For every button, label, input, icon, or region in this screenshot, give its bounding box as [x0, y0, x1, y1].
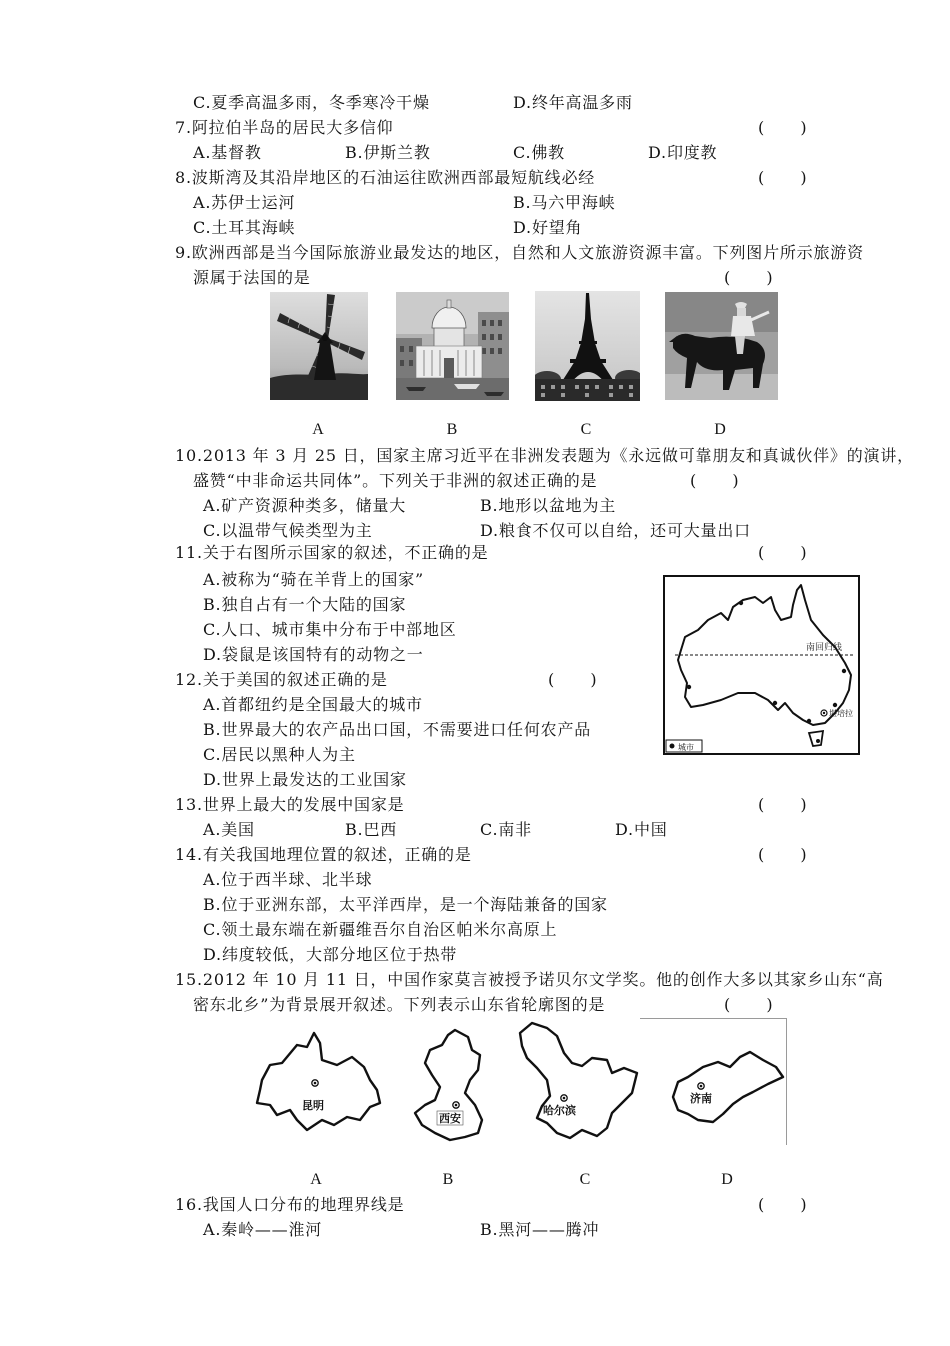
q13-answer-bracket: ( ) — [758, 795, 808, 814]
q14-option-b: B.位于亚洲东部，太平洋西岸，是一个海陆兼备的国家 — [203, 895, 608, 914]
q11-answer-bracket: ( ) — [758, 543, 808, 562]
q13-option-a: A.美国 — [203, 820, 255, 839]
q15-map-label-a: A — [310, 1171, 322, 1188]
q11-stem: 11.关于右图所示国家的叙述，不正确的是 — [175, 543, 489, 562]
q10-option-a: A.矿产资源种类多，储量大 — [203, 496, 407, 515]
q12-answer-bracket: ( ) — [548, 670, 598, 689]
q16-option-a: A.秦岭——淮河 — [203, 1220, 323, 1239]
q15-stem-line-1: 15.2012 年 10 月 11 日，中国作家莫言被授予诺贝尔文学奖。他的创作大多以其家乡山东“高 — [175, 970, 884, 989]
q6-option-c: C.夏季高温多雨，冬季寒冷干燥 — [193, 93, 430, 112]
windmill-photo — [270, 292, 368, 400]
q16-stem: 16.我国人口分布的地理界线是 — [175, 1195, 405, 1214]
q7-option-b: B.伊斯兰教 — [345, 143, 431, 162]
legend-label: 城市 — [678, 743, 694, 752]
bullfight-photo — [665, 292, 778, 400]
q10-option-b: B.地形以盆地为主 — [480, 496, 617, 515]
q10-stem-line-1: 10.2013 年 3 月 25 日，国家主席习近平在非洲发表题为《永远做可靠朋友和真诚伙伴》的演讲， — [175, 446, 914, 465]
province-outline-b — [410, 1025, 490, 1145]
q16-answer-bracket: ( ) — [758, 1195, 808, 1214]
q9-image-label-c: C — [580, 421, 592, 438]
q12-option-d: D.世界上最发达的工业国家 — [203, 770, 407, 789]
q12-option-b: B.世界最大的农产品出口国，不需要进口任何农产品 — [203, 720, 592, 739]
q14-stem: 14.有关我国地理位置的叙述，正确的是 — [175, 845, 472, 864]
city-label-harbin: 哈尔滨 — [543, 1104, 576, 1117]
legend-city-icon — [670, 744, 675, 749]
q11-option-d: D.袋鼠是该国特有的动物之一 — [203, 645, 424, 664]
q15-answer-bracket: ( ) — [724, 995, 774, 1014]
province-outline-a — [252, 1025, 388, 1135]
q7-option-c: C.佛教 — [513, 143, 565, 162]
q9-answer-bracket: ( ) — [724, 268, 774, 287]
q15-map-label-c: C — [579, 1171, 591, 1188]
q11-option-a: A.被称为“骑在羊背上的国家” — [203, 570, 425, 589]
q13-option-d: D.中国 — [615, 820, 668, 839]
q8-stem: 8.波斯湾及其沿岸地区的石油运往欧洲西部最短航线必经 — [175, 168, 596, 187]
q8-option-a: A.苏伊士运河 — [193, 193, 296, 212]
capital-label: 堪培拉 — [829, 709, 853, 718]
tropic-label: 南回归线 — [806, 643, 843, 653]
q8-option-d: D.好望角 — [513, 218, 583, 237]
q10-option-c: C.以温带气候类型为主 — [203, 521, 373, 540]
q14-option-a: A.位于西半球、北半球 — [203, 870, 373, 889]
q7-option-d: D.印度教 — [648, 143, 718, 162]
q13-option-b: B.巴西 — [345, 820, 398, 839]
q9-image-label-b: B — [446, 421, 458, 438]
eiffel-tower-photo — [535, 291, 640, 401]
q12-option-c: C.居民以黑种人为主 — [203, 745, 356, 764]
q14-answer-bracket: ( ) — [758, 845, 808, 864]
q11-option-b: B.独自占有一个大陆的国家 — [203, 595, 407, 614]
province-outline-d — [668, 1042, 786, 1127]
q16-option-b: B.黑河——腾冲 — [480, 1220, 600, 1239]
q13-option-c: C.南非 — [480, 820, 532, 839]
q15-map-label-b: B — [442, 1171, 454, 1188]
q9-stem-line-2: 源属于法国的是 — [193, 268, 311, 287]
city-label-kunming: 昆明 — [302, 1099, 324, 1112]
q9-stem-line-1: 9.欧洲西部是当今国际旅游业最发达的地区，自然和人文旅游资源丰富。下列图片所示旅游资 — [175, 243, 864, 262]
q10-answer-bracket: ( ) — [690, 471, 740, 490]
q8-option-b: B.马六甲海峡 — [513, 193, 616, 212]
domed-church-photo — [396, 292, 509, 400]
australia-map — [663, 575, 860, 755]
q8-answer-bracket: ( ) — [758, 168, 808, 187]
q11-option-c: C.人口、城市集中分布于中部地区 — [203, 620, 457, 639]
q9-image-label-d: D — [714, 421, 726, 438]
q7-answer-bracket: ( ) — [758, 118, 808, 137]
q8-option-c: C.土耳其海峡 — [193, 218, 296, 237]
city-label-xian: 西安 — [439, 1112, 461, 1125]
city-label-jinan: 济南 — [690, 1092, 712, 1105]
q15-stem-line-2: 密东北乡”为背景展开叙述。下列表示山东省轮廓图的是 — [193, 995, 606, 1014]
q7-stem: 7.阿拉伯半岛的居民大多信仰 — [175, 118, 394, 137]
q10-stem-line-2: 盛赞“中非命运共同体”。下列关于非洲的叙述正确的是 — [193, 471, 598, 490]
q12-stem: 12.关于美国的叙述正确的是 — [175, 670, 388, 689]
q6-option-d: D.终年高温多雨 — [513, 93, 633, 112]
q13-stem: 13.世界上最大的发展中国家是 — [175, 795, 405, 814]
q7-option-a: A.基督教 — [193, 143, 262, 162]
q9-image-label-a: A — [312, 421, 324, 438]
q10-option-d: D.粮食不仅可以自给，还可大量出口 — [480, 521, 751, 540]
q12-option-a: A.首都纽约是全国最大的城市 — [203, 695, 423, 714]
province-outline-c — [512, 1018, 644, 1143]
q14-option-c: C.领土最东端在新疆维吾尔自治区帕米尔高原上 — [203, 920, 558, 939]
q14-option-d: D.纬度较低，大部分地区位于热带 — [203, 945, 458, 964]
q15-map-label-d: D — [721, 1171, 733, 1188]
